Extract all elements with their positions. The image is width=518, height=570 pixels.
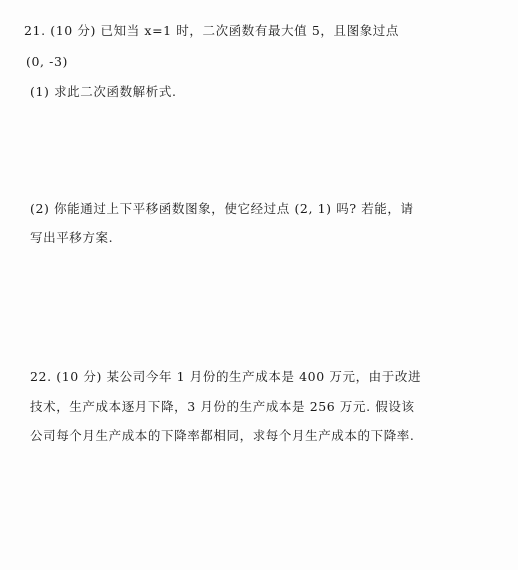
- q21-stem-line-1: 21. (10 分) 已知当 x=1 时，二次函数有最大值 5，且图象过点: [24, 23, 400, 38]
- q22-stem-line-1: 22. (10 分) 某公司今年 1 月份的生产成本是 400 万元，由于改进: [30, 369, 422, 384]
- q22-stem-line-2: 技术，生产成本逐月下降，3 月份的生产成本是 256 万元. 假设该: [30, 399, 415, 414]
- q21-part-1: (1) 求此二次函数解析式.: [30, 84, 177, 99]
- q21-stem-line-2: (0, -3): [26, 54, 69, 69]
- q22-stem-line-3: 公司每个月生产成本的下降率都相同，求每个月生产成本的下降率.: [30, 428, 415, 443]
- q21-part-2-line-2: 写出平移方案.: [30, 230, 114, 245]
- q21-part-2-line-1: (2) 你能通过上下平移函数图象，使它经过点 (2, 1) 吗? 若能，请: [30, 201, 414, 216]
